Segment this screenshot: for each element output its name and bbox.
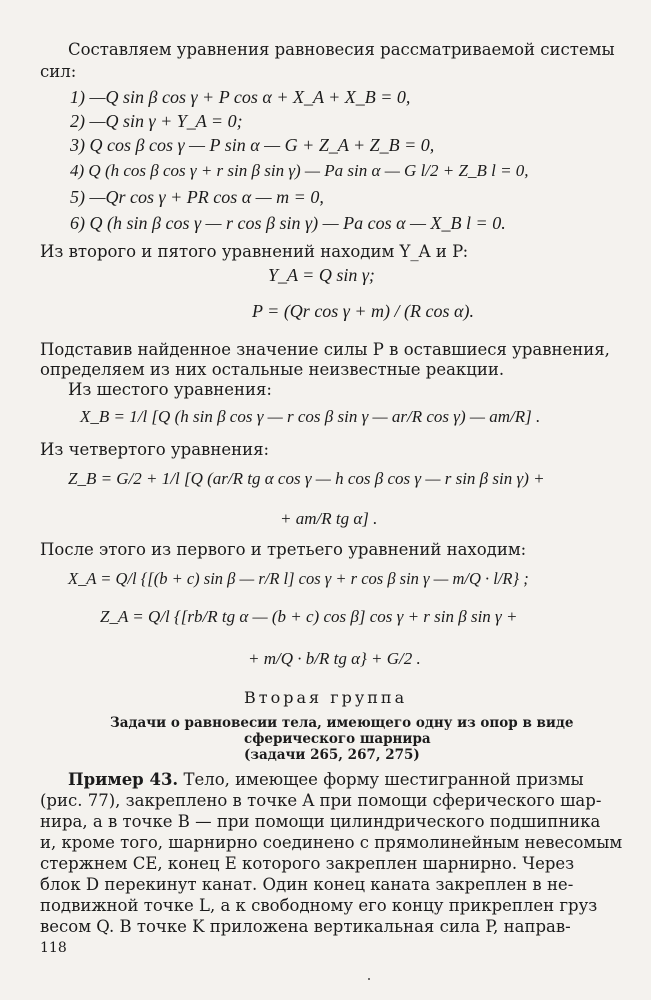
page-number: 118 [40, 940, 67, 956]
example-line-3: нира, а в точке B — при помощи цилиндрического подшипника [40, 812, 601, 831]
substitute-line-2: определяем из них остальные неизвестные реакции. [40, 360, 505, 379]
intro-line-2: сил: [40, 62, 77, 81]
substitute-line-1: Подставив найденное значение силы P в оставшиеся уравнения, [40, 340, 610, 359]
xa-formula: X_A = Q/l {[(b + c) sin β — r/R l] cos γ + r cos β sin γ — m/Q · l/R} ; [68, 569, 529, 588]
example-line-1-text: Тело, имеющее форму шестигранной призмы [183, 770, 584, 789]
from-eq-4: Из четвертого уравнения: [40, 440, 270, 459]
equation-5: 5) —Qr cos γ + PR cos α — m = 0, [70, 187, 324, 207]
example-line-7: подвижной точке L, а к свободному его концу прикреплен груз [40, 896, 598, 915]
example-line-8: весом Q. В точке K приложена вертикальная сила P, направ- [40, 917, 571, 936]
equation-6: 6) Q (h sin β cos γ — r cos β sin γ) — Pa cos α — X_B l = 0. [70, 213, 506, 233]
zb-formula-line-1: Z_B = G/2 + 1/l [Q (ar/R tg α cos γ — h cos β cos γ — r sin β sin γ) + [68, 469, 545, 488]
section-subtitle-1: Задачи о равновесии тела, имеющего одну из опор в виде [110, 715, 574, 731]
equation-2: 2) —Q sin γ + Y_A = 0; [70, 111, 243, 131]
example-line-1 [68, 770, 584, 790]
example-line-6: блок D перекинут канат. Один конец каната закреплен в не- [40, 875, 574, 894]
intro-line-1: Составляем уравнения равновесия рассматриваемой системы [68, 40, 615, 59]
section-subtitle-2: сферического шарнира [244, 731, 431, 747]
zb-formula-line-2: + am/R tg α] . [280, 509, 378, 528]
equation-3: 3) Q cos β cos γ — P sin α — G + Z_A + Z_B = 0, [70, 135, 435, 155]
example-line-2: (рис. 77), закреплено в точке A при помощи сферического шар- [40, 791, 602, 810]
ya-formula: Y_A = Q sin γ; [268, 265, 375, 285]
example-line-4: и, кроме того, шарнирно соединено с прямолинейным невесомым [40, 833, 623, 852]
from-eq-2-5: Из второго и пятого уравнений находим Y_A и P: [40, 242, 469, 261]
p-formula: P = (Qr cos γ + m) / (R cos α). [252, 301, 474, 321]
za-formula-line-2: + m/Q · b/R tg α} + G/2 . [248, 649, 421, 668]
section-title: Вторая группа [244, 688, 408, 707]
equation-4: 4) Q (h cos β cos γ + r sin β sin γ) — Pa sin α — G l/2 + Z_B l = 0, [70, 161, 529, 180]
za-formula-line-1: Z_A = Q/l {[rb/R tg α — (b + c) cos β] cos γ + r sin β sin γ + [100, 607, 518, 626]
from-eq-1-3: После этого из первого и третьего уравнений находим: [40, 540, 527, 559]
example-line-5: стержнем CE, конец E которого закреплен шарнирно. Через [40, 854, 575, 873]
section-subtitle-3: (задачи 265, 267, 275) [244, 747, 420, 763]
print-speck [368, 978, 370, 980]
equation-1: 1) —Q sin β cos γ + P cos α + X_A + X_B = 0, [70, 87, 411, 107]
from-eq-6: Из шестого уравнения: [68, 380, 272, 399]
example-label: Пример 43. [68, 770, 179, 789]
xb-formula: X_B = 1/l [Q (h sin β cos γ — r cos β sin γ — ar/R cos γ) — am/R] . [80, 407, 541, 426]
